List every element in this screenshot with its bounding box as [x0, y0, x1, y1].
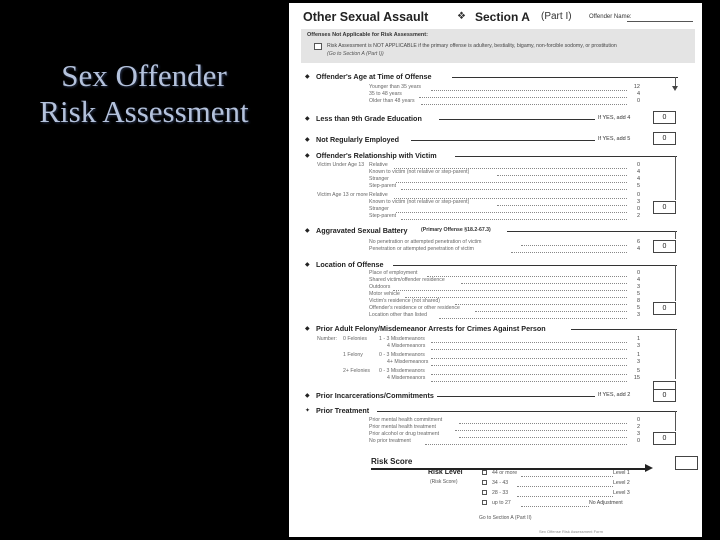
leader-dots [455, 304, 627, 305]
leader-dots [401, 219, 627, 220]
not-applicable-text: Risk Assessment is NOT APPLICABLE if the primary offense is adultery, bestiality, bigamy, non-forcible sodomy, or prostitution [327, 43, 617, 49]
arrests-points: 15 [633, 375, 640, 381]
treatment-points: 2 [636, 424, 640, 430]
level-checkbox[interactable] [482, 500, 487, 505]
location-item: Motor vehicle [369, 291, 400, 297]
treatment-points: 3 [636, 431, 640, 437]
relationship-item: Stranger [369, 176, 389, 182]
education-note: If YES, add 4 [598, 115, 631, 121]
employment-note: If YES, add 5 [598, 136, 631, 142]
treatment-points: 0 [636, 417, 640, 423]
relationship-points: 0 [636, 162, 640, 168]
section-rule [507, 231, 677, 232]
leader-dots [431, 374, 627, 375]
section-rule [571, 329, 677, 330]
connector-line [675, 231, 676, 239]
form-title: Other Sexual Assault [303, 10, 429, 24]
age-item-2: 35 to 48 years [369, 91, 402, 97]
not-applicable-subtext: (Go to Section A (Part I)) [327, 51, 384, 57]
leader-dots [497, 205, 627, 206]
relationship-item: Stranger [369, 206, 389, 212]
arrests-points: 5 [636, 368, 640, 374]
slide-title-line2: Risk Assessment [39, 94, 249, 129]
leader-dots [521, 506, 589, 507]
bullet-icon: ◆ [305, 74, 310, 80]
relationship-item: Relative [369, 162, 388, 168]
treatment-item: Prior mental health commitment [369, 417, 443, 423]
location-item: Victim's residence (not shared) [369, 298, 440, 304]
age-points-2: 4 [636, 91, 640, 97]
arrests-item: 1 - 3 Misdemeanors [379, 336, 425, 342]
arrow-right-icon [645, 464, 653, 472]
relationship-score-box[interactable]: 0 [653, 201, 676, 214]
education-score-box[interactable]: 0 [653, 111, 676, 124]
age-item-3: Older than 48 years [369, 98, 415, 104]
level-name: No Adjustment [589, 500, 623, 506]
leader-dots [431, 342, 627, 343]
leader-dots [396, 182, 627, 183]
arrests-points: 3 [636, 343, 640, 349]
section-age: Offender's Age at Time of Offense [316, 72, 432, 81]
leader-dots [431, 349, 627, 350]
relationship-points: 0 [636, 192, 640, 198]
battery-points-1: 6 [636, 239, 640, 245]
treatment-points: 0 [636, 438, 640, 444]
leader-dots [517, 496, 613, 497]
location-points: 4 [636, 277, 640, 283]
goto-instruction: Go to Section A (Part II) [479, 515, 532, 521]
relationship-points: 3 [636, 199, 640, 205]
leader-dots [396, 212, 627, 213]
leader-dots [475, 311, 627, 312]
leader-dots [427, 276, 627, 277]
level-checkbox[interactable] [482, 470, 487, 475]
leader-dots [517, 486, 613, 487]
leader-dots [401, 189, 627, 190]
battery-item-1: No penetration or attempted penetration of victim [369, 239, 482, 245]
location-points: 5 [636, 305, 640, 311]
arrests-group: 0 Felonies [343, 336, 367, 342]
arrests-item: 4+ Misdemeanors [387, 359, 429, 365]
risk-assessment-form [289, 3, 702, 537]
section-education: Less than 9th Grade Education [316, 114, 422, 123]
risk-level-sublabel: (Risk Score) [430, 479, 458, 485]
section-title: Section A [475, 10, 530, 24]
number-label: Number: [317, 336, 337, 342]
level-name: Level 2 [613, 480, 630, 486]
leader-dots [431, 90, 627, 91]
age-points-3: 0 [636, 98, 640, 104]
location-item: Outdoors [369, 284, 391, 290]
connector-line [675, 156, 676, 200]
employment-score-box[interactable]: 0 [653, 132, 676, 145]
level-name: Level 1 [613, 470, 630, 476]
relationship-item: Step-parent [369, 213, 397, 219]
arrests-item: 4 Misdemeanors [387, 375, 426, 381]
arrow-down-icon [672, 86, 678, 91]
bullet-icon: ◆ [305, 228, 310, 234]
leader-dots [459, 423, 627, 424]
bullet-icon: ◆ [305, 153, 310, 159]
section-rule [452, 77, 678, 78]
connector-line [675, 411, 676, 431]
arrests-group: 2+ Felonies [343, 368, 370, 374]
location-points: 3 [636, 312, 640, 318]
part-label: (Part I) [541, 11, 572, 22]
relationship-points: 4 [636, 176, 640, 182]
relationship-points: 0 [636, 206, 640, 212]
leader-dots [393, 290, 627, 291]
location-item: Place of employment [369, 270, 418, 276]
arrests-group: 1 Felony [343, 352, 363, 358]
location-points: 0 [636, 270, 640, 276]
level-name: Level 3 [613, 490, 630, 496]
location-points: 8 [636, 298, 640, 304]
section-rule [437, 396, 595, 397]
risk-score-label: Risk Score [371, 457, 413, 466]
relationship-item: Step-parent [369, 183, 397, 189]
bullet-icon: ◆ [305, 137, 310, 143]
leader-dots [511, 252, 627, 253]
diamond-icon: ❖ [457, 11, 466, 22]
slide-title [10, 58, 278, 130]
battery-item-2: Penetration or attempted penetration of victim [369, 246, 474, 252]
leader-dots [431, 365, 627, 366]
location-points: 3 [636, 284, 640, 290]
connector-line [675, 329, 676, 379]
incarcerations-score-box[interactable]: 0 [653, 389, 676, 402]
section-battery: Aggravated Sexual Battery [316, 226, 408, 235]
treatment-item: Prior alcohol or drug treatment [369, 431, 440, 437]
bullet-icon: ◆ [305, 116, 310, 122]
battery-sublabel: (Primary Offense §18.2-67.3) [421, 227, 491, 233]
arrests-item: 0 - 3 Misdemeanors [379, 368, 425, 374]
treatment-score-box[interactable]: 0 [653, 432, 676, 445]
location-score-box[interactable]: 0 [653, 302, 676, 315]
section-location: Location of Offense [316, 260, 384, 269]
leader-dots [419, 97, 627, 98]
offender-name-label: Offender Name: [589, 14, 632, 20]
level-range: 28 - 33 [492, 490, 509, 496]
bullet-icon: ◆ [305, 393, 310, 399]
level-checkbox[interactable] [482, 490, 487, 495]
location-points: 5 [636, 291, 640, 297]
relationship-points: 5 [636, 183, 640, 189]
treatment-item: No prior treatment [369, 438, 411, 444]
section-relationship: Offender's Relationship with Victim [316, 151, 437, 160]
leader-dots [497, 175, 627, 176]
location-item: Shared victim/offender residence [369, 277, 445, 283]
bullet-icon: ◆ [305, 262, 310, 268]
section-rule [439, 119, 595, 120]
not-applicable-checkbox[interactable] [314, 43, 322, 50]
bullet-icon: ◆ [305, 326, 310, 332]
leader-dots [455, 430, 627, 431]
relationship-item: Known to victim (not relative or step-parent) [369, 199, 470, 205]
level-range: 44 or more [492, 470, 518, 476]
location-item: Location other than listed [369, 312, 427, 318]
age-item-1: Younger than 35 years [369, 84, 422, 90]
leader-dots [431, 358, 627, 359]
arrests-points: 3 [636, 359, 640, 365]
location-item: Offender's residence or other residence [369, 305, 460, 311]
incarcerations-note: If YES, add 2 [598, 392, 631, 398]
relationship-item: Relative [369, 192, 388, 198]
relationship-group-1: Victim Under Age 13 [317, 162, 365, 168]
arrests-item: 4 Misdemeanors [387, 343, 426, 349]
not-applicable-heading: Offenses Not Applicable for Risk Assessment: [307, 32, 428, 38]
offender-name-field[interactable] [627, 21, 693, 22]
leader-dots [461, 283, 627, 284]
leader-dots [421, 104, 627, 105]
level-range: up to 27 [492, 500, 511, 506]
section-rule [377, 411, 677, 412]
arrests-item: 0 - 3 Misdemeanors [379, 352, 425, 358]
section-rule [455, 156, 677, 157]
arrests-points: 1 [636, 336, 640, 342]
section-employment: Not Regularly Employed [316, 135, 400, 144]
section-rule [411, 140, 595, 141]
battery-score-box[interactable]: 0 [653, 240, 676, 253]
section-prior-arrests: Prior Adult Felony/Misdemeanor Arrests for Crimes Against Person [316, 324, 546, 333]
risk-level-label: Risk Level [428, 469, 463, 476]
leader-dots [459, 437, 627, 438]
form-footer: Sex Offense Risk Assessment Form [539, 529, 603, 534]
relationship-points: 2 [636, 213, 640, 219]
leader-dots [521, 245, 627, 246]
level-checkbox[interactable] [482, 480, 487, 485]
level-range: 34 - 43 [492, 480, 509, 486]
leader-dots [521, 476, 613, 477]
arrests-points: 1 [636, 352, 640, 358]
section-treatment: Prior Treatment [316, 406, 370, 415]
leader-dots [431, 381, 627, 382]
section-rule [393, 265, 677, 266]
section-incarcerations: Prior Incarcerations/Commitments [316, 391, 434, 400]
treatment-item: Prior mental health treatment [369, 424, 436, 430]
connector-line [675, 265, 676, 301]
relationship-group-2: Victim Age 13 or more [317, 192, 368, 198]
relationship-item: Known to victim (not relative or step-parent) [369, 169, 470, 175]
age-points-1: 12 [633, 84, 640, 90]
relationship-points: 4 [636, 169, 640, 175]
bullet-icon: ✦ [305, 408, 311, 414]
slide-title-line1: Sex Offender [61, 58, 227, 93]
leader-dots [425, 444, 627, 445]
leader-dots [439, 318, 627, 319]
risk-score-box[interactable] [675, 456, 698, 470]
battery-points-2: 4 [636, 246, 640, 252]
